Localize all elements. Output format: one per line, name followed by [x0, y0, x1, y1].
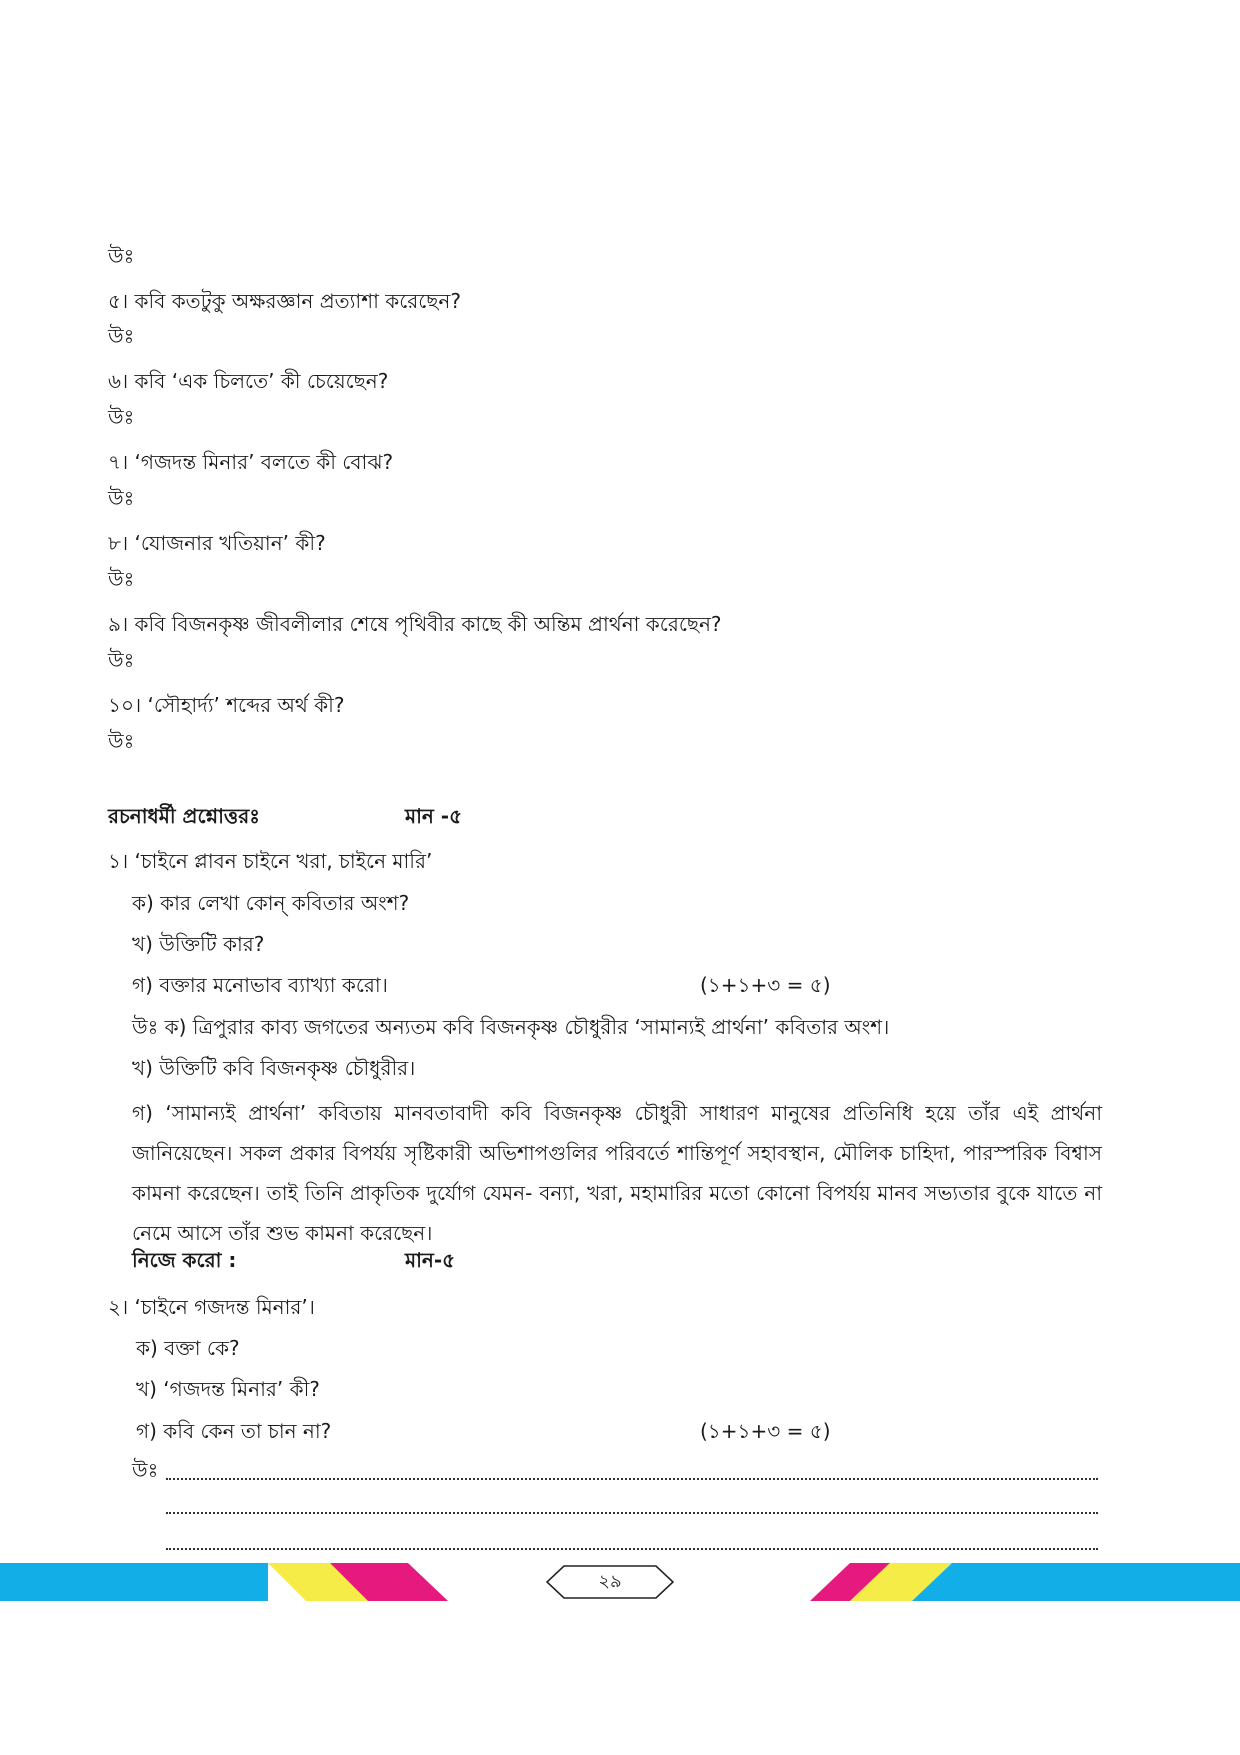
self-practice-heading: নিজে করো :: [132, 1248, 237, 1272]
essay-heading: রচনাধর্মী প্রশ্নোত্তরঃ: [108, 804, 260, 828]
essay-marks: মান -৫: [405, 804, 463, 828]
answer-label: উঃ: [108, 405, 135, 429]
answer-label: উঃ: [108, 324, 135, 348]
self-practice-q2-part-c: গ) কবি কেন তা চান না?: [136, 1419, 332, 1443]
question-6: ৬। কবি ‘এক চিলতে’ কী চেয়েছেন?: [108, 369, 389, 393]
essay-q1-part-b: খ) উক্তিটি কার?: [132, 932, 265, 956]
question-10: ১০। ‘সৌহার্দ্য’ শব্দের অর্থ কী?: [108, 693, 345, 717]
question-8: ৮। ‘যোজনার খতিয়ান’ কী?: [108, 531, 326, 555]
answer-label: উঃ: [108, 244, 135, 268]
answer-label: উঃ: [108, 486, 135, 510]
band-cyan-right: [912, 1563, 1240, 1601]
essay-q1-part-c: গ) বক্তার মনোভাব ব্যাখ্যা করো।: [132, 973, 388, 997]
self-practice-question-2: ২। ‘চাইনে গজদন্ত মিনার’।: [108, 1295, 315, 1319]
answer-label: উঃ: [108, 648, 135, 672]
page-number: ২৯: [598, 1571, 622, 1592]
question-9: ৯। কবি বিজনকৃষ্ণ জীবলীলার শেষে পৃথিবীর কাছে কী অন্তিম প্রার্থনা করেছেন?: [108, 612, 722, 636]
answer-label: উঃ: [132, 1458, 159, 1482]
essay-q1-answer-c: গ) ‘সামান্যই প্রার্থনা’ কবিতায় মানবতাবাদী কবি বিজনকৃষ্ণ চৌধুরী সাধারণ মানুষের প্রতিনিধি হয়ে তাঁর এই প্রার্থনা জানিয়েছেন। সকল প্রকার বিপর্যয় সৃষ্টিকারী অভিশাপগুলির পরিবর্তে শান্তিপূর্ণ সহাবস্থান, মৌলিক চাহিদা, পারস্পরিক বিশ্বাস কামনা করেছেন। তাই তিনি প্রাকৃতিক দুর্যোগ যেমন- বন্যা, খরা, মহামারির মতো কোনো বিপর্যয় মানব সভ্যতার বুকে যাতে না নেমে আসে তাঁর শুভ কামনা করেছেন।: [132, 1101, 1102, 1245]
answer-label: উঃ: [108, 567, 135, 591]
essay-q1-answer-a: উঃ ক) ত্রিপুরার কাব্য জগতের অন্যতম কবি বিজনকৃষ্ণ চৌধুরীর ‘সামান্যই প্রার্থনা’ কবিতার অংশ।: [132, 1015, 890, 1039]
essay-q1-answer-b: খ) উক্তিটি কবি বিজনকৃষ্ণ চৌধুরীর।: [132, 1056, 416, 1080]
answer-label: উঃ: [108, 729, 135, 753]
answer-dotted-line: [166, 1548, 1098, 1550]
self-practice-q2-part-a: ক) বক্তা কে?: [136, 1336, 240, 1360]
answer-dotted-line: [166, 1478, 1098, 1480]
essay-question-1: ১। ‘চাইনে প্লাবন চাইনে খরা, চাইনে মারি’: [108, 849, 433, 873]
band-cyan-left: [0, 1563, 268, 1601]
answer-dotted-line: [166, 1512, 1098, 1514]
self-practice-q2-marks-split: (১+১+৩ = ৫): [700, 1419, 831, 1443]
self-practice-q2-part-b: খ) ‘গজদন্ত মিনার’ কী?: [136, 1377, 320, 1401]
question-7: ৭। ‘গজদন্ত মিনার’ বলতে কী বোঝ?: [108, 450, 394, 474]
essay-q1-marks-split: (১+১+৩ = ৫): [700, 973, 831, 997]
essay-q1-part-a: ক) কার লেখা কোন্ কবিতার অংশ?: [132, 891, 410, 915]
self-practice-marks: মান-৫: [405, 1248, 456, 1272]
question-5: ৫। কবি কতটুকু অক্ষরজ্ঞান প্রত্যাশা করেছেন?: [108, 289, 461, 313]
